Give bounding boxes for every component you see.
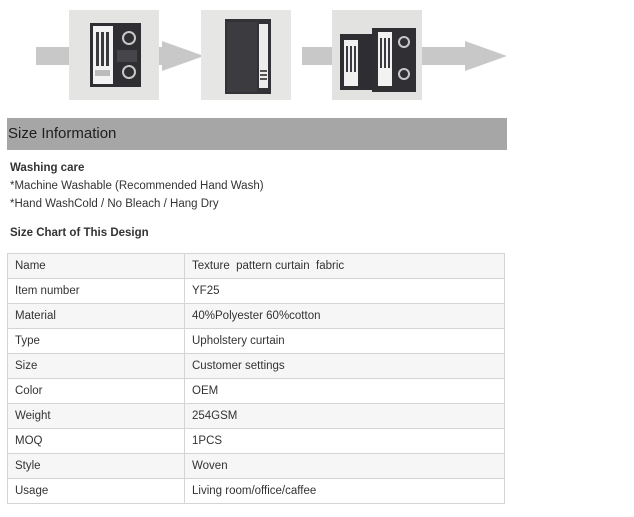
spec-value: Texture pattern curtain fabric (185, 254, 505, 279)
spec-label: Usage (8, 479, 185, 504)
arrow-shaft (421, 47, 467, 65)
spec-value: OEM (185, 379, 505, 404)
spec-value: YF25 (185, 279, 505, 304)
spec-label: Name (8, 254, 185, 279)
table-row (8, 279, 505, 304)
spec-label: Style (8, 454, 185, 479)
curtain-package-front-photo (69, 10, 159, 100)
spec-value: Living room/office/caffee (185, 479, 505, 504)
table-row (8, 429, 505, 454)
spec-label: Color (8, 379, 185, 404)
table-row (8, 329, 505, 354)
arrow-shaft (36, 47, 70, 65)
spec-value: Upholstery curtain (185, 329, 505, 354)
table-row (8, 404, 505, 429)
table-row (8, 354, 505, 379)
spec-value: Woven (185, 454, 505, 479)
spec-label: Weight (8, 404, 185, 429)
spec-value: 254GSM (185, 404, 505, 429)
curtain-package-back-photo (201, 10, 291, 100)
spec-label: MOQ (8, 429, 185, 454)
arrow-shaft (302, 47, 332, 65)
spec-label: Type (8, 329, 185, 354)
washing-care-line: *Machine Washable (Recommended Hand Wash) (10, 180, 264, 192)
table-row (8, 479, 505, 504)
table-row (8, 379, 505, 404)
curtain-packages-pair-photo (332, 10, 422, 100)
table-row (8, 304, 505, 329)
size-chart-title: Size Chart of This Design (10, 227, 149, 239)
spec-label: Material (8, 304, 185, 329)
section-header-size-information: Size Information (7, 118, 507, 150)
spec-value: 1PCS (185, 429, 505, 454)
spec-value: Customer settings (185, 354, 505, 379)
table-row (8, 454, 505, 479)
spec-value: 40%Polyester 60%cotton (185, 304, 505, 329)
arrow-icon (162, 41, 204, 71)
spec-label: Item number (8, 279, 185, 304)
table-row (8, 254, 505, 279)
spec-label: Size (8, 354, 185, 379)
arrow-icon (465, 41, 507, 71)
size-chart-table (7, 253, 505, 504)
washing-care-title: Washing care (10, 162, 85, 174)
washing-care-line: *Hand WashCold / No Bleach / Hang Dry (10, 198, 219, 210)
process-strip (0, 0, 634, 108)
